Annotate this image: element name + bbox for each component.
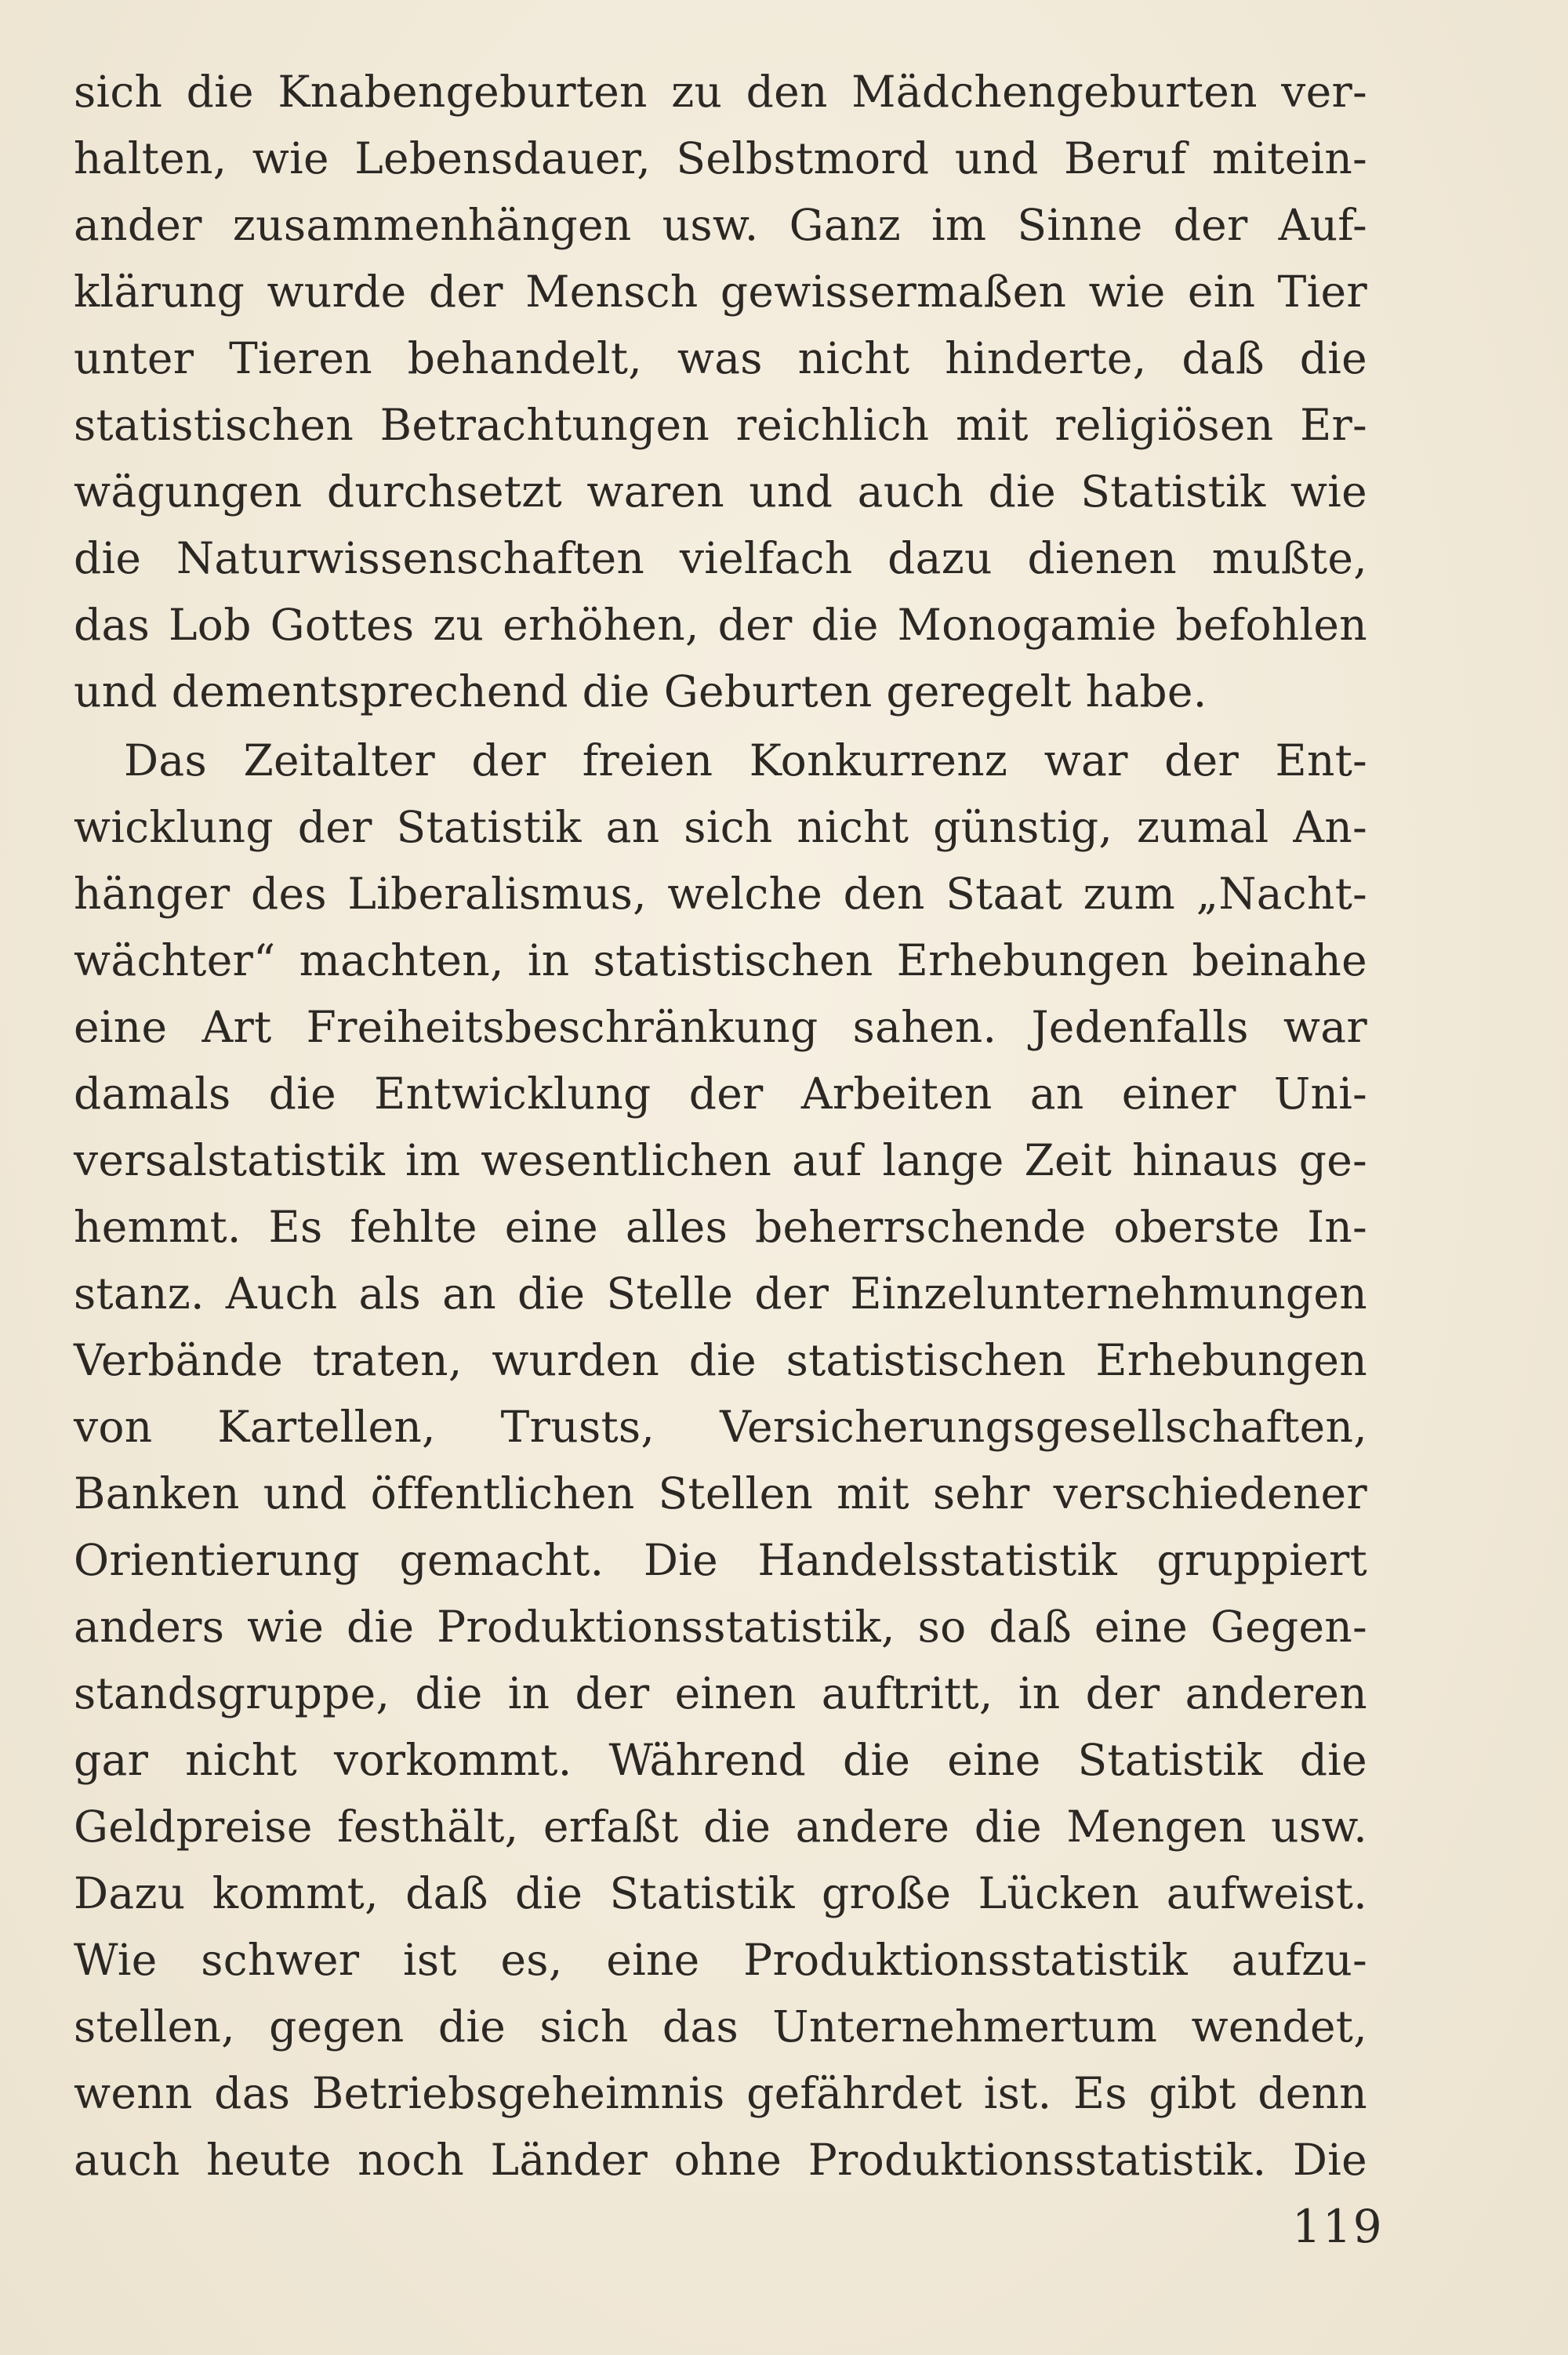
text-line: unter Tieren behandelt, was nicht hinderte, daß die bbox=[74, 333, 1367, 383]
text-line: wicklung der Statistik an sich nicht günstig, zumal An- bbox=[74, 802, 1367, 852]
text-line: die Naturwissenschaften vielfach dazu dienen mußte, bbox=[74, 533, 1367, 583]
text-line: Wie schwer ist es, eine Produktionsstatistik aufzu- bbox=[74, 1935, 1367, 1985]
text-line: Orientierung gemacht. Die Handelsstatistik gruppiert bbox=[74, 1535, 1367, 1585]
text-line: anders wie die Produktionsstatistik, so daß eine Gegen- bbox=[74, 1602, 1367, 1652]
text-line: gar nicht vorkommt. Während die eine Statistik die bbox=[74, 1735, 1367, 1785]
text-line: stellen, gegen die sich das Unternehmertum wendet, bbox=[74, 2001, 1367, 2052]
text-line: standsgruppe, die in der einen auftritt, in der anderen bbox=[74, 1668, 1367, 1718]
text-line: eine Art Freiheitsbeschränkung sahen. Jedenfalls war bbox=[74, 1002, 1367, 1052]
text-line: von Kartellen, Trusts, Versicherungsgesellschaften, bbox=[74, 1402, 1367, 1452]
text-line: ander zusammenhängen usw. Ganz im Sinne der Auf- bbox=[74, 200, 1367, 250]
text-line: versalstatistik im wesentlichen auf lange Zeit hinaus ge- bbox=[74, 1135, 1367, 1185]
text-line: wächter“ machten, in statistischen Erhebungen beinahe bbox=[74, 935, 1367, 985]
text-line: sich die Knabengeburten zu den Mädchengeburten ver- bbox=[74, 67, 1367, 117]
text-line: Banken und öffentlichen Stellen mit sehr verschiedener bbox=[74, 1468, 1367, 1519]
text-line: wenn das Betriebsgeheimnis gefährdet ist. Es gibt denn bbox=[74, 2068, 1367, 2118]
text-line: statistischen Betrachtungen reichlich mit religiösen Er- bbox=[74, 400, 1367, 450]
text-line: klärung wurde der Mensch gewissermaßen wie ein Tier bbox=[74, 267, 1367, 317]
text-line: das Lob Gottes zu erhöhen, der die Monogamie befohlen bbox=[74, 600, 1367, 650]
text-line: halten, wie Lebensdauer, Selbstmord und Beruf mitein- bbox=[74, 133, 1367, 183]
paragraph-end-line: und dementsprechend die Geburten geregelt habe. bbox=[74, 666, 1207, 717]
text-line: Geldpreise festhält, erfaßt die andere die Mengen usw. bbox=[74, 1802, 1367, 1852]
paragraph-start-line: Das Zeitalter der freien Konkurrenz war der Ent- bbox=[124, 735, 1367, 786]
text-line: stanz. Auch als an die Stelle der Einzelunternehmungen bbox=[74, 1268, 1367, 1319]
text-line: hänger des Liberalismus, welche den Staat zum „Nacht- bbox=[74, 869, 1367, 919]
text-line: Dazu kommt, daß die Statistik große Lücken aufweist. bbox=[74, 1868, 1367, 1918]
text-line: auch heute noch Länder ohne Produktionsstatistik. Die bbox=[74, 2135, 1367, 2185]
page-number: 119 bbox=[1292, 2200, 1384, 2253]
text-line: Verbände traten, wurden die statistischen Erhebungen bbox=[74, 1335, 1367, 1385]
text-line: damals die Entwicklung der Arbeiten an einer Uni- bbox=[74, 1069, 1367, 1119]
text-line: wägungen durchsetzt waren und auch die Statistik wie bbox=[74, 466, 1367, 517]
text-line: hemmt. Es fehlte eine alles beherrschende oberste In- bbox=[74, 1202, 1367, 1252]
